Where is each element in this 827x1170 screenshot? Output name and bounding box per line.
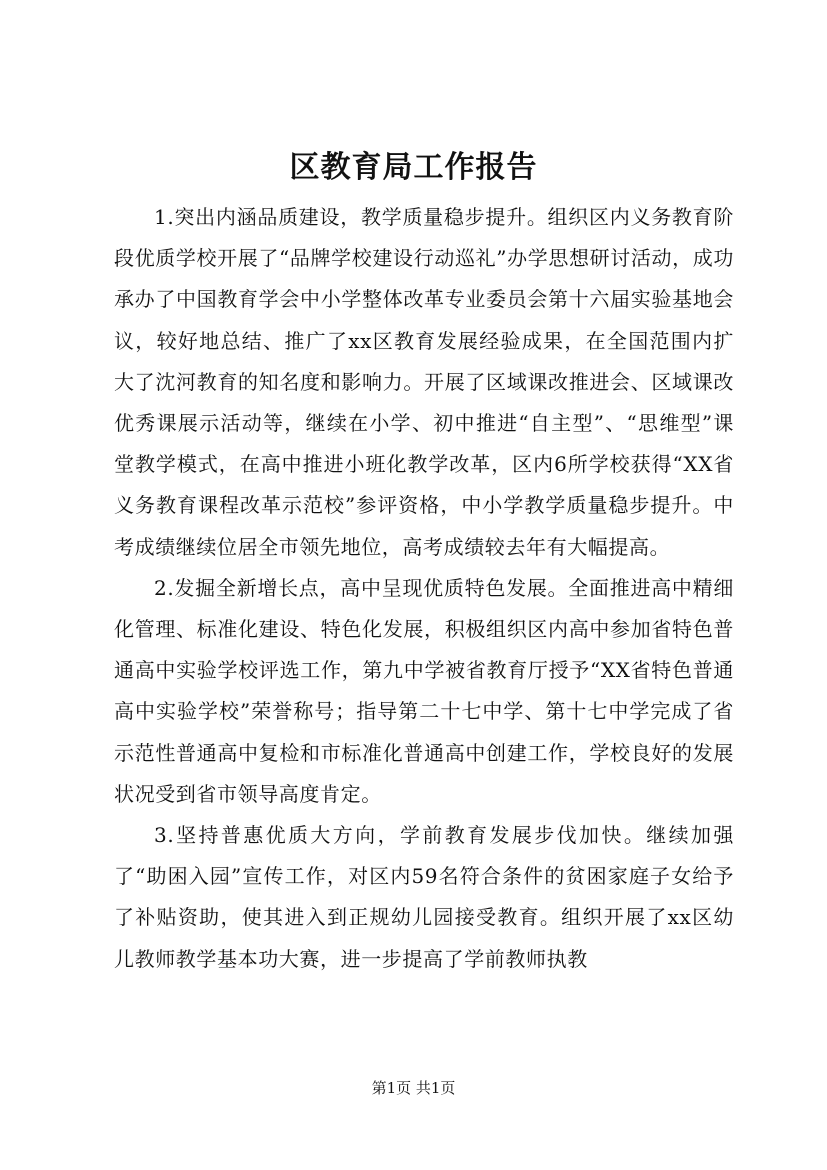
page-footer: 第1页 共1页 [371,1079,456,1097]
paragraph-1: 1.突出内涵品质建设，教学质量稳步提升。组织区内义务教育阶段优质学校开展了“品牌学校建设行动巡礼”办学思想研讨活动，成功承办了中国教育学会中小学整体改革专业委员会第十六届实验基地会议，较好地总结、推广了xx区教育发展经验成果，在全国范围内扩大了沈河教育的知名度和影响力。开展了区域课改推进会、区域课改优秀课展示活动等，继续在小学、初中推进“自主型”、“思维型”课堂教学模式，在高中推进小班化教学改革，区内6所学校获得“XX省义务教育课程改革示范校”参评资格，中小学教学质量稳步提升。中考成绩继续位居全市领先地位，高考成绩较去年有大幅提高。 [114,205,734,559]
paragraph-3: 3.坚持普惠优质大方向，学前教育发展步伐加快。继续加强了“助困入园”宣传工作，对区内59名符合条件的贫困家庭子女给予了补贴资助，使其进入到正规幼儿园接受教育。组织开展了xx区幼儿教师教学基本功大赛，进一步提高了学前教师执教 [114,823,734,971]
document-title: 区教育局工作报告 [289,150,538,185]
document-body [114,197,734,980]
paragraph-2: 2.发掘全新增长点，高中呈现优质特色发展。全面推进高中精细化管理、标准化建设、特色化发展，积极组织区内高中参加省特色普通高中实验学校评选工作，第九中学被省教育厅授予“XX省特色普通高中实验学校”荣誉称号；指导第二十七中学、第十七中学完成了省示范性普通高中复检和市标准化普通高中创建工作，学校良好的发展状况受到省市领导高度肯定。 [114,575,734,806]
